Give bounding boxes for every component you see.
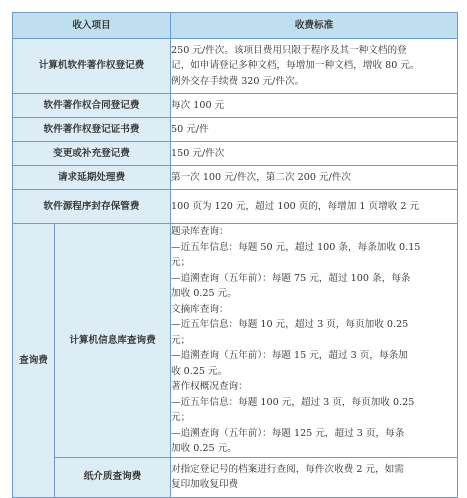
query-label: 查询费 <box>13 224 55 498</box>
value-line: —追溯查询（五年前）：每题 15 元，超过 3 页，每条加 <box>171 350 408 361</box>
value-line: 收 0.25 元。 <box>171 365 228 377</box>
value-line: 对指定登记号的档案进行查阅，每件次收费 2 元，如需 <box>171 463 404 475</box>
value-line: —近五年信息：每题 50 元，超过 100 条，每条加收 0.15 <box>171 241 421 253</box>
row-value <box>171 142 458 166</box>
header-item: 收入项目 <box>13 13 171 39</box>
computer-query-value <box>171 224 458 458</box>
row-label: 软件著作权登记证书费 <box>13 118 171 142</box>
row-label: 软件著作权合同登记费 <box>13 94 171 118</box>
value-line: 250 元/件次。该项目费用只限于程序及其一种文档的登 <box>171 44 407 56</box>
value-line: 文摘库查询： <box>171 303 229 315</box>
row-value <box>171 39 458 94</box>
row-value <box>171 190 458 224</box>
value-line: —追溯查询（五年前）：每题 75 元，超过 100 条，每条 <box>171 272 411 284</box>
value-line: 50 元/件 <box>171 123 209 135</box>
paper-query-label: 纸介质查询费 <box>55 457 171 497</box>
computer-query-label: 计算机信息库查询费 <box>55 224 171 458</box>
row-label: 变更或补充登记费 <box>13 142 171 166</box>
value-line: 加收 0.25 元。 <box>171 288 237 299</box>
paper-query-value <box>171 457 458 497</box>
value-line: 元； <box>171 334 191 346</box>
value-line: 元； <box>171 412 191 423</box>
fee-table <box>12 12 458 498</box>
value-line: —追溯查询（五年前）：每题 125 元，超过 3 页，每条 <box>171 427 405 439</box>
value-line: 每次 100 元 <box>171 99 225 111</box>
value-line: 第一次 100 元/件次，第二次 200 元/件次 <box>171 171 352 183</box>
row-label: 软件源程序封存保管费 <box>13 190 171 224</box>
value-line: 150 元/件次 <box>171 147 225 159</box>
value-line: 著作权概况查询： <box>171 381 248 392</box>
value-line: 题录库查询： <box>171 226 229 237</box>
value-line: 元； <box>171 257 191 268</box>
value-line: 复印加收复印费 <box>171 479 239 490</box>
row-label: 计算机软件著作权登记费 <box>13 39 171 94</box>
header-standard: 收费标准 <box>171 13 458 39</box>
row-label: 请求延期处理费 <box>13 166 171 190</box>
value-line: —近五年信息：每题 100 元，超过 3 页，每页加收 0.25 <box>171 396 415 408</box>
value-line: 100 页为 120 元，超过 100 页的，每增加 1 页增收 2 元 <box>171 200 420 212</box>
value-line: —近五年信息：每题 10 元，超过 3 页，每页加收 0.25 <box>171 319 409 330</box>
row-value <box>171 94 458 118</box>
value-line: 例外交存手续费 320 元/件次。 <box>171 75 305 87</box>
value-line: 加收 0.25 元。 <box>171 443 237 454</box>
row-value <box>171 166 458 190</box>
row-value <box>171 118 458 142</box>
value-line: 记，如申请登记多种文档，每增加一种文档，增收 80 元。 <box>171 60 420 72</box>
